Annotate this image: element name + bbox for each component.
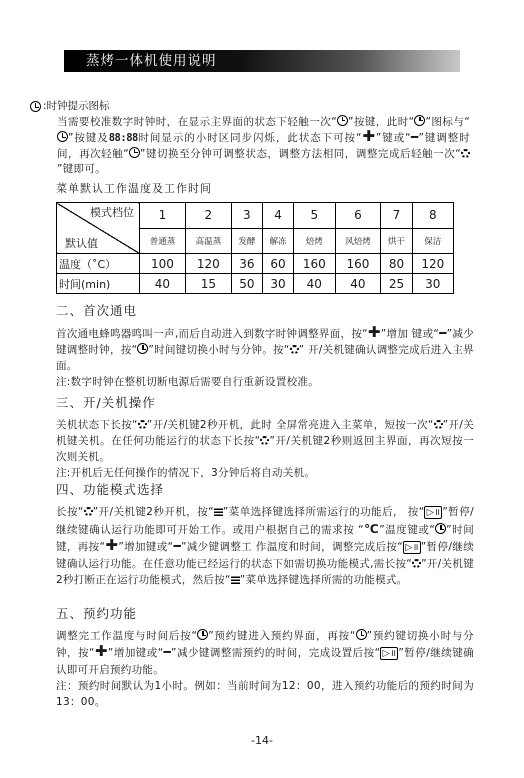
plus-icon: ✚	[94, 642, 108, 660]
time-value: 40	[294, 274, 335, 294]
play-pause-icon: ▷॥	[382, 648, 397, 659]
section-reservation	[56, 606, 474, 710]
clock-icon-section	[30, 99, 470, 178]
section-paragraph: 长按“ ”开/关机键2秒开机，按“ ”菜单选择键选择所需运行的功能后， 按“ ▷॥ ”暂停/继续键确认运行功能即可开始工作。或用户根据自己的需求按 “℃”温度键或“ ”时间键，再按“✚”增加键或“━”减少键调整工 作温度和时间，调整完成后按“ ▷॥ ”暂停/继续键确认运行功能。在任意功能已经运行的状态下如需切换功能模式,需长按“ ”开/关机键2秒打断正在运行功能模式，然后按“ ”菜单选择键选择所需的功能模式。	[56, 506, 475, 586]
temp-value: 160	[335, 254, 381, 274]
plus-icon: ✚	[105, 536, 119, 554]
clock-icon	[137, 343, 148, 354]
temp-value: 120	[412, 254, 453, 274]
section-heading: 五、预约功能	[56, 606, 138, 621]
mode-number: 8	[412, 203, 453, 229]
time-value: 30	[412, 274, 453, 294]
temp-value: 120	[185, 254, 231, 274]
section-first-power-on	[56, 303, 474, 390]
mode-number: 6	[335, 203, 381, 229]
page-title: 蒸烤一体机使用说明	[86, 53, 217, 69]
section-paragraph: 关机状态下长按“ ”开/关机键2秒开机，此时 全屏常亮进入主菜单，短按一次“ ”开/关机键关机。在任何功能运行的状态下长按“ ”开/关机键2秒则返回主界面，再次短按一次则关机。	[56, 419, 475, 463]
table-corner-cell	[57, 203, 140, 254]
time-value: 30	[262, 274, 293, 294]
temp-row-label: 温度（˚C）	[57, 254, 140, 274]
mode-name: 发酵	[231, 228, 262, 254]
section-note: 注：预约时间默认为1小时。例如：当前时间为12：00，进入预约功能后的预约时间为13：00。	[56, 680, 474, 708]
table-row	[57, 254, 454, 274]
clock-icon	[414, 115, 425, 126]
plus-icon: ✚	[367, 323, 381, 341]
mode-number: 4	[262, 203, 293, 229]
mode-number: 3	[231, 203, 262, 229]
time-value: 50	[231, 274, 262, 294]
clock-description: 当需要校准数字时钟时，在显示主界面的状态下轻触一次“ ”按键，此时“ ”图标与“”按键及88:88时间显示的小时区同步闪烁，此状态下可按“✚”键或“━”键调整时间，再次轻触“ ”键切换至分钟可调整状态，调整方法相同，调整完成后轻触一次“”键即可。	[57, 115, 470, 175]
temp-value: 60	[262, 254, 293, 274]
mode-number: 1	[140, 203, 186, 229]
section-mode-selection	[56, 482, 474, 588]
mode-number: 7	[381, 203, 412, 229]
menu-icon	[214, 507, 223, 516]
minus-icon: ━	[163, 645, 172, 659]
section-note: 注:开机后无任何操作的情况下，3分钟后将自动关机。	[56, 467, 316, 479]
time-value: 40	[140, 274, 186, 294]
temperature-icon: ℃	[363, 522, 380, 536]
time-value: 15	[185, 274, 231, 294]
power-icon	[412, 559, 421, 568]
clock-icon	[30, 101, 41, 112]
clock-icon-heading	[30, 99, 470, 115]
section-paragraph: 首次通电蜂鸣器鸣叫一声,而后自动进入到数字时钟调整界面，按“✚”增加 键或“━”减少键调整时钟，按“ ”时间键切换小时与分钟。按“ ” 开/关机键确认调整完成后进入主界面。	[56, 323, 475, 372]
minus-icon: ━	[173, 539, 181, 553]
mode-name: 焙烤	[294, 228, 335, 254]
time-row-label: 时间(min)	[57, 274, 140, 294]
mode-name: 高温蒸	[185, 228, 231, 254]
clock-icon	[57, 131, 68, 142]
power-icon	[461, 149, 470, 158]
mode-defaults-table	[56, 202, 454, 294]
plus-icon: ✚	[361, 127, 376, 145]
mode-number: 5	[294, 203, 335, 229]
table-row	[57, 274, 454, 294]
minus-icon: ━	[410, 130, 419, 144]
power-icon	[84, 507, 93, 516]
mode-number: 2	[185, 203, 231, 229]
power-icon	[434, 420, 443, 429]
section-note: 注:数字时钟在整机切断电源后需要自行重新设置校准。	[56, 376, 320, 388]
temp-value: 100	[140, 254, 186, 274]
table-row	[57, 203, 454, 229]
section-heading: 四、功能模式选择	[56, 482, 165, 497]
table-title: 菜单默认工作温度及工作时间	[56, 182, 212, 195]
corner-top-label: 模式档位	[90, 206, 134, 219]
time-value: 25	[381, 274, 412, 294]
menu-icon	[231, 575, 240, 584]
temp-value: 80	[381, 254, 412, 274]
reservation-icon	[197, 629, 208, 640]
segment-display-icon: 88:88	[108, 132, 138, 144]
power-icon	[138, 420, 147, 429]
temp-value: 36	[231, 254, 262, 274]
section-heading: 二、首次通电	[56, 303, 138, 318]
section-power-on-off	[56, 395, 474, 481]
page-number: -14-	[251, 734, 273, 747]
mode-name: 解冻	[262, 228, 293, 254]
clock-icon	[129, 147, 140, 158]
section-paragraph: 调整完工作温度与时间后按“ ”预约键进入预约界面，再按“ ”预约键切换小时与分钟，按“✚”增加键或“━”减少键调整需预约的时间，完成设置后按“ ▷॥ ”暂停/继续键确认即可开启预约功能。	[56, 630, 474, 676]
play-pause-icon: ▷॥	[426, 507, 441, 518]
corner-bottom-label: 默认值	[65, 237, 98, 251]
header-banner	[64, 50, 460, 72]
mode-name: 保洁	[412, 228, 453, 254]
play-pause-icon: ▷॥	[405, 542, 419, 553]
clock-icon-label: :时钟提示图标	[43, 100, 110, 112]
temp-value: 160	[294, 254, 335, 274]
section-heading: 三、开/关机操作	[56, 395, 156, 410]
reservation-icon	[356, 629, 367, 640]
mode-name: 普通蒸	[140, 228, 186, 254]
power-icon	[290, 345, 299, 354]
mode-name: 烘干	[381, 228, 412, 254]
clock-icon	[337, 115, 348, 126]
time-value: 40	[335, 274, 381, 294]
clock-icon	[435, 523, 446, 534]
minus-icon: ━	[439, 326, 447, 340]
mode-name: 风焙烤	[335, 228, 381, 254]
